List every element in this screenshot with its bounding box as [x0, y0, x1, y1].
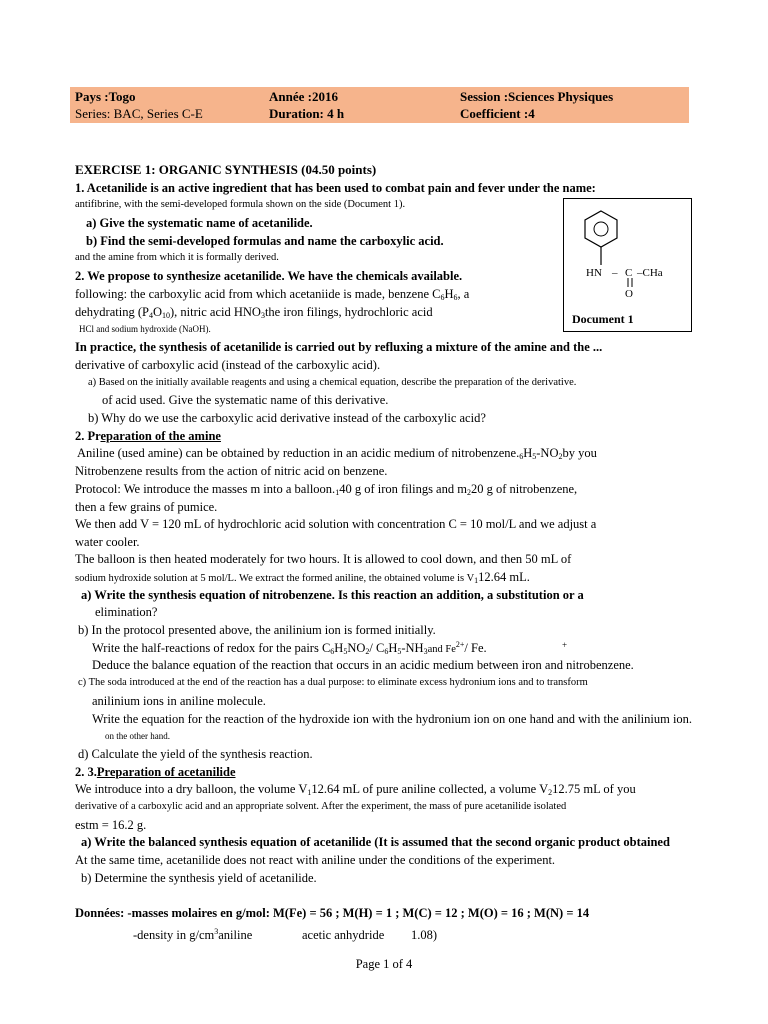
- exercise-title: EXERCISE 1: ORGANIC SYNTHESIS (04.50 points): [75, 162, 377, 177]
- question-2-2c-line-4: on the other hand.: [105, 731, 170, 741]
- protocol-line: Protocol: We introduce the masses m into a $balloon._140$ g of iron filings and $m_220$ g of nitrobenzene,: [75, 482, 578, 497]
- header-table: [70, 87, 689, 123]
- question-2-2c: c) The soda introduced at the end of the reaction has a dual purpose: to eliminate excess hydronium ions and to transform: [78, 677, 588, 688]
- header-session: Session :Sciences Physiques: [460, 89, 614, 104]
- question-1a: a) Give the systematic name of acetanilide.: [86, 216, 313, 230]
- doc-dash: –: [612, 267, 618, 279]
- balance-equation-line: Deduce the balance equation of the reaction that occurs in an acidic medium between iron and nitrobenzene.: [92, 658, 634, 672]
- header-country: Pays :Togo: [75, 89, 136, 104]
- data-density: -density in $g/cm^3aniline$: [133, 927, 253, 942]
- question-1: 1. Acetanilide is an active ingredient that has been used to combat pain and fever under the name:: [75, 181, 596, 195]
- question-2: 2. We propose to synthesize acetanilide. We have the chemicals available.: [75, 269, 463, 283]
- doc-hn: HN: [586, 267, 602, 279]
- question-3a-continued: At the same time, acetanilide does not react with aniline under the conditions of the experiment.: [75, 853, 556, 867]
- naoh-line: sodium hydroxide solution at 5 mol/L. We extract the formed aniline, the obtained volume is $V_112.64$ mL.: [75, 570, 530, 585]
- question-2-line-2: dehydrating $(P_4O_{10})$, nitric acid $HNO_3the$ iron filings, hydrochloric acid: [75, 305, 433, 320]
- header-year: Année :2016: [269, 89, 338, 104]
- question-1-continued: antifibrine, with the semi-developed formula shown on the side (Document 1).: [75, 199, 406, 210]
- data-anhydride-density: 1.08): [411, 928, 438, 942]
- plus-sign: +: [562, 640, 568, 650]
- doc-ch3: –CHa: [637, 267, 663, 279]
- aniline-paragraph: Aniline (used amine) can be obtained by reduction in an acidic medium of $nitrobenzene._6H_5-NO_2by$ you: [77, 446, 597, 461]
- question-2b: b) Why do we use the carboxylic acid derivative instead of the carboxylic acid?: [88, 411, 486, 425]
- header-coefficient: Coefficient :4: [460, 106, 535, 121]
- header-duration: Duration: 4 h: [269, 106, 345, 121]
- section-2-2-heading: 2. Preparation of the amine: [75, 429, 221, 443]
- question-2a: a) Based on the initially available reagents and using a chemical equation, describe the preparation of the derivative.: [88, 377, 577, 388]
- question-1b: b) Find the semi-developed formulas and name the carboxylic acid.: [86, 234, 444, 248]
- section-2-3-heading: 2. 3.Preparation of acetanilide: [75, 765, 236, 779]
- question-2-2b: b) In the protocol presented above, the anilinium ion is formed initially.: [78, 623, 436, 637]
- doc-carbon: C: [625, 267, 633, 279]
- question-3b: b) Determine the synthesis yield of acetanilide.: [81, 871, 317, 885]
- data-molar-masses: Données: -masses molaires en g/mol: M(Fe) = 56 ; M(H) = 1 ; M(C) = 12 ; M(O) = 16 ; M(N) = 14: [75, 906, 590, 920]
- practice-paragraph: In practice, the synthesis of acetanilide is carried out by refluxing a mixture of the amine and the ...: [75, 340, 603, 354]
- half-reactions-line: Write the half-reactions of redox for the pairs $C_6H_5NO_2/$ $C_6H_5-NH_3and$ $Fe^{2+}/$ Fe.: [92, 640, 487, 656]
- question-2a-continued: of acid used. Give the systematic name of this derivative.: [102, 393, 389, 407]
- mass-line: estm = 16.2 g.: [75, 818, 147, 832]
- nitrobenzene-line: Nitrobenzene results from the action of nitric acid on benzene.: [75, 464, 388, 478]
- page-number: Page 1 of 4: [355, 957, 413, 971]
- question-1b-continued: and the amine from which it is formally derived.: [75, 252, 279, 263]
- question-3a: a) Write the balanced synthesis equation of acetanilide (It is assumed that the second organic product obtained: [81, 835, 670, 849]
- add-hcl-line: We then add V = 120 mL of hydrochloric acid solution with concentration C = 10 mol/L and we adjust a: [75, 517, 597, 531]
- practice-paragraph-continued: derivative of carboxylic acid (instead of the carboxylic acid).: [75, 358, 381, 372]
- question-2-2a-continued: elimination?: [95, 605, 158, 619]
- doc-oxygen: O: [625, 288, 633, 300]
- question-2-line-3: HCl and sodium hydroxide (NaOH).: [79, 324, 211, 334]
- derivative-line: derivative of a carboxylic acid and an appropriate solvent. After the experiment, the mass of pure acetanilide isolated: [75, 801, 567, 812]
- question-2-2c-line-2: anilinium ions in aniline molecule.: [92, 694, 266, 708]
- cooler-line: water cooler.: [75, 535, 140, 549]
- question-2-2c-line-3: Write the equation for the reaction of the hydroxide ion with the hydronium ion on one hand and with the anilinium ion.: [92, 712, 693, 726]
- data-anhydride: acetic anhydride: [302, 928, 385, 942]
- header-series: Series: BAC, Series C-E: [75, 106, 203, 121]
- question-2-line-1: following: the carboxylic acid from which acetaniide is made, benzene $C_6H_6$, a: [75, 287, 470, 302]
- question-2-2d: d) Calculate the yield of the synthesis reaction.: [78, 747, 313, 761]
- question-2-2a: a) Write the synthesis equation of nitrobenzene. Is this reaction an addition, a substitution or a: [81, 588, 584, 602]
- intro-line: We introduce into a dry balloon, the volume $V_112.64$ mL of pure aniline collected, a volume $V_212.75$ mL of you: [75, 782, 636, 797]
- pumice-line: then a few grains of pumice.: [75, 500, 218, 514]
- document-1-figure: [563, 198, 692, 332]
- heating-line: The balloon is then heated moderately for two hours. It is allowed to cool down, and then 50 mL of: [75, 552, 572, 566]
- document-1-label: Document 1: [572, 312, 634, 326]
